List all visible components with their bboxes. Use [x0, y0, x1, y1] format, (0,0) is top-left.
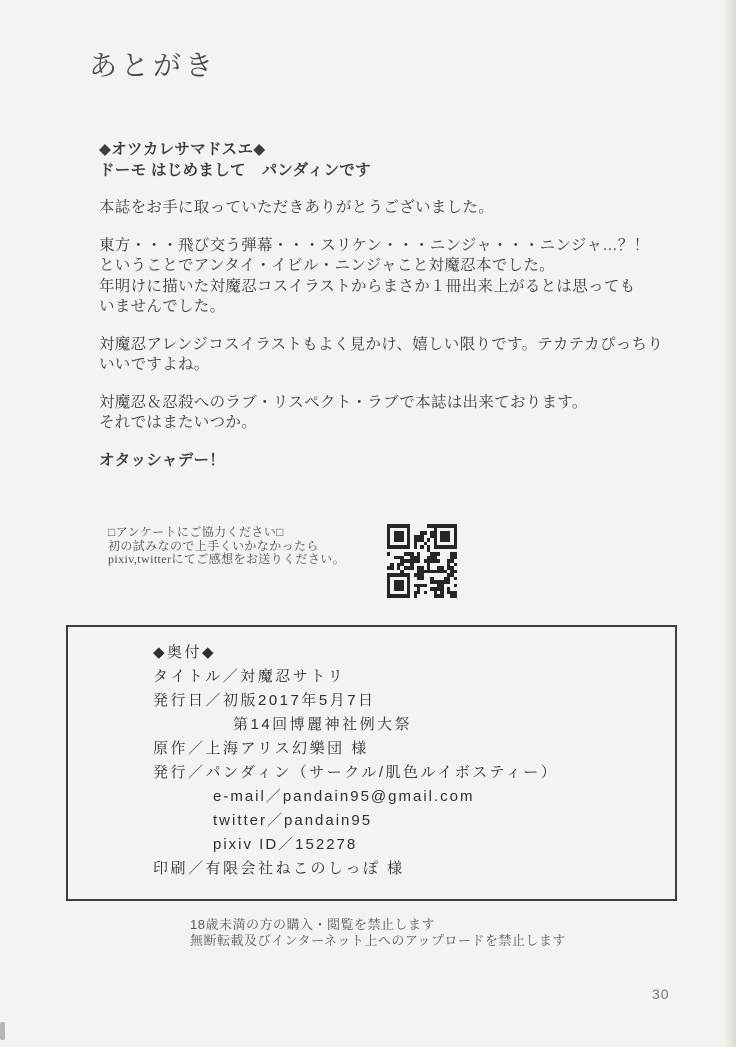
- body-line: いませんでした。: [99, 298, 226, 315]
- colophon-heading: ◆奥付◆: [153, 644, 217, 661]
- age-disclaimer: [190, 917, 566, 949]
- body-line: 東方・・・飛び交う弾幕・・・スリケン・・・ニンジャ・・・ニンジャ…？！: [99, 236, 650, 254]
- colophon-title: タイトル／対魔忍サトリ: [153, 668, 346, 685]
- survey-note: [108, 526, 345, 567]
- survey-line: □アンケートにご協力ください□: [108, 525, 284, 539]
- colophon-original: 原作／上海アリス幻樂団 様: [153, 740, 369, 757]
- colophon-publisher: 発行／パンダィン（サークル/肌色ルイボスティー）: [153, 764, 559, 781]
- greeting-line: ドーモ はじめまして パンダィンです: [99, 161, 371, 179]
- afterword-body: [99, 140, 679, 471]
- qr-code: [387, 524, 457, 598]
- greeting-line: ◆オツカレサマドスエ◆: [99, 141, 266, 158]
- page-number: 30: [652, 986, 670, 1002]
- body-line: ということでアンタイ・イビル・ニンジャこと対魔忍本でした。: [99, 257, 555, 274]
- page-title: あとがき: [89, 51, 218, 82]
- colophon-event: 第14回博麗神社例大祭: [233, 716, 413, 733]
- colophon-twitter: twitter／pandain95: [213, 812, 373, 829]
- colophon-email: e-mail／pandain95@gmail.com: [213, 788, 475, 805]
- scan-edge-shadow: [724, 0, 736, 1047]
- disclaimer-line: 18歳未満の方の購入・閲覧を禁止します: [190, 917, 435, 932]
- thanks-line: 本誌をお手に取っていただきありがとうございました。: [99, 199, 495, 216]
- colophon-pixiv: pixiv ID／152278: [213, 836, 358, 853]
- body-line: 対魔忍アレンジコスイラストもよく見かけ、嬉しい限りです。テカテカぴっちり: [99, 335, 664, 353]
- scan-speck: [0, 1022, 5, 1040]
- disclaimer-line: 無断転載及びインターネット上へのアップロードを禁止します: [190, 933, 566, 948]
- body-line: 年明けに描いた対魔忍コスイラストからまさか１冊出来上がるとは思っても: [99, 277, 636, 295]
- signoff-line: オタッシャデー！: [99, 451, 226, 469]
- colophon-printer: 印刷／有限会社ねこのしっぽ 様: [153, 860, 405, 877]
- colophon-box: [66, 625, 677, 901]
- body-line: いいですよね。: [99, 356, 210, 373]
- colophon-date: 発行日／初版2017年5月7日: [153, 692, 376, 709]
- survey-line: pixiv,twitterにてご感想をお送りください。: [108, 552, 346, 566]
- body-line: それではまたいつか。: [99, 414, 258, 431]
- body-line: 対魔忍＆忍殺へのラブ・リスペクト・ラブで本誌は出来ております。: [99, 393, 588, 411]
- survey-line: 初の試みなので上手くいかなかったら: [108, 538, 319, 553]
